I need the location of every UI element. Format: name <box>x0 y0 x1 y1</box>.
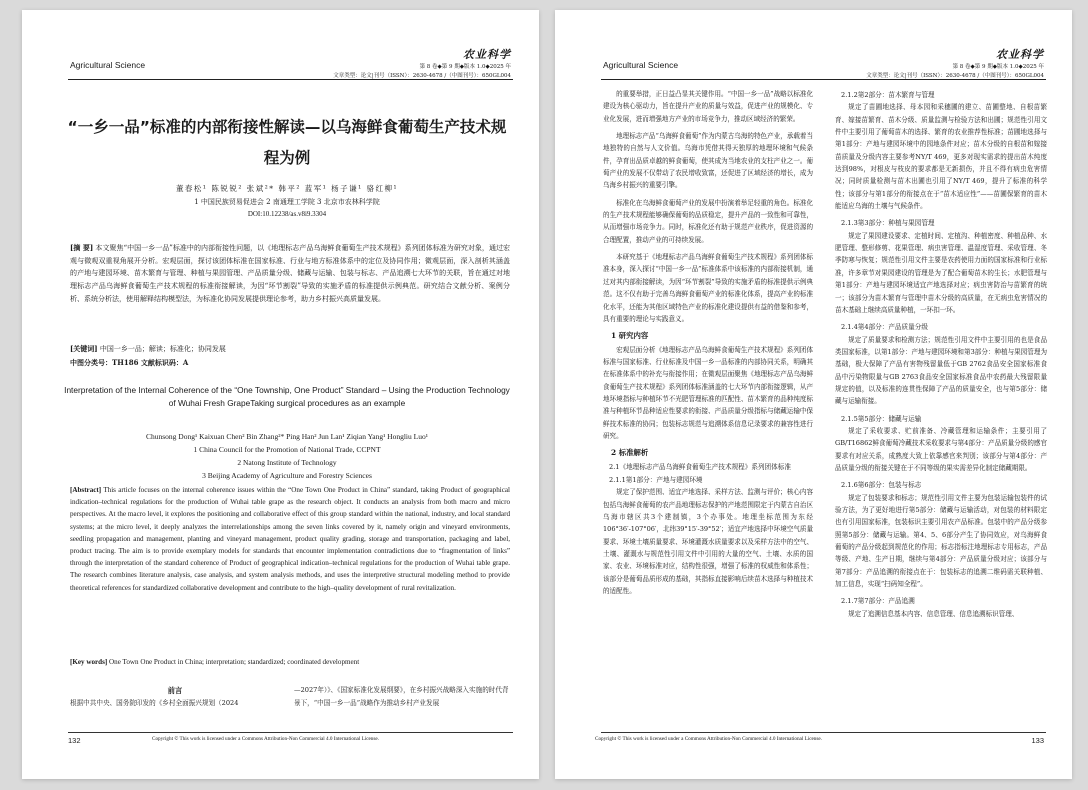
affiliations-cn: 1 中国民族贸易促进会 2 南通理工学院 3 北京市农林科学院 <box>194 198 380 206</box>
keywords-cn-text: 中国一乡一品；解读；标准化；协同发展 <box>99 345 226 353</box>
footer-copyright-left <box>152 736 379 742</box>
footer-copyright-text: Copyright © This work is licensed under a Commons Attribution-Non Commercial 4.0 International License. <box>152 736 380 742</box>
paragraph: 规定了苗圃地选择、母本园和采穗圃的建立、苗圃整地、自根苗繁育、嫁接苗繁育、苗木分级、质量监测与检验方法和出圃；规范性引用文件中主要引用了葡萄苗木的选择、繁育的农业推荐性标准；苗圃地选择与第1部分：产地与建园环境中的园地条件对应；苗木分级的自根苗和嫁接苗质量及分级内容主要参考NY/T 469，更多对现实需求的提出苗木纯度达到98%，对根皮与枝皮的要求都是无新损伤，并且不得有病虫危害情况；同时质量检测与苗木出圃也引用了NY/T 469，提升了标准的科学性；该部分与第1部分的衔接点在于“苗木适应性”——苗圃保繁育的苗木能适应乌海的土壤与气候条件。 <box>835 103 1047 211</box>
abstract-en-label: [Abstract] <box>70 486 102 494</box>
section-heading-2: 2 标准解析 <box>611 448 649 458</box>
paragraph: 的重要举措，正日益凸显其关键作用。“中国一乡一品”战略以标准化建设为核心驱动力，旨在提升产业的质量与效益，促进产业的规模化、专业化发展，进而增强地方产业的市场竞争力，推动区域经济的繁荣。 <box>603 90 813 123</box>
footer-copyright-right <box>595 736 822 742</box>
preface-left-text: 根据中共中央、国务院印发的《乡村全面振兴规划（2024 <box>70 699 239 707</box>
keywords-cn-label: [关键词] <box>70 344 98 353</box>
paragraph: 本研究基于《地理标志产品乌海鲜食葡萄生产技术规程》系列团体标准本身，深入探讨“中国一乡一品”标准体系中该标准的内部衔接机制，通过对其内部衔接解读，为因“环节割裂”导致的实施矛盾的标准提供示例典范。这不仅有助于完善乌海鲜食葡萄产业的标准化体系，提高产业的标准化水平，还能为其他区域特色产业的标准化建设提供有益的借鉴和参考，具有重要的理论与实践意义。 <box>603 253 813 323</box>
authors-cn: 董春松¹ 陈锐锐² 张斌²* 韩平² 蓝军¹ 杨子谦¹ 骆红柳¹ <box>175 184 399 193</box>
paragraph: 标准化在乌海鲜食葡萄产业的发展中扮演着举足轻重的角色。标准化的生产技术规程能够确保葡萄的品质稳定，提升产品的一致性和可靠性，从而增强市场竞争力。同时，标准化还有助于规范产业秩序，促进资源的合理配置，推动产业的可持续发展。 <box>603 198 813 244</box>
subsection-heading-2-1-3: 2.1.3第3部分：种植与果园管理 <box>841 219 935 228</box>
subsection-heading-2-1-7: 2.1.7第7部分：产品追溯 <box>841 597 915 606</box>
preface-right-column: —2027年）》、《国家标准化发展纲要》，在乡村振兴战略深入实施的时代背景下，“中国一乡一品”战略作为推动乡村产业发展 <box>294 686 509 707</box>
paragraph: 规定了包装要求和标志；规范性引用文件主要为包装运输包装件的试验方法，为了更好地进行第5部分：储藏与运输活动，对包装的材料限定也有引用国家标准，包装标识主要引用农产品标准。包装中的产品分级参照第5部分：储藏与运输。第4、5、6部分产生了协同效应，对乌海鲜食葡萄的产品分级起到规范化的作用；标志指标注地理标志专用标志，产品等级、产地、生产日期，继续与第4部分：产品质量分级对应；该部分与第7部分：产品追溯的衔接点在于：包装标志的追溯二维码需关联种植、加工信息，实现“扫码知全程”。 <box>835 493 1047 589</box>
affiliation-en-3: 3 Beijing Academy of Agriculture and Forestry Sciences <box>202 471 372 480</box>
paragraph: 规定了保护范围、适宜产地选择、采样方法、监测与评价；核心内容包括乌海鲜食葡萄的农产品地理标志保护的产地范围限定于内蒙古自治区乌海市辖区共3个建制镇，3个办事处。地理坐标范围为东经106°36′-107°06′，北纬39°15′-39°52′；适宜产地选择中环境空气质量要求、环境土壤质量要求、环境灌溉水质量要求以及采样方法中的空气、土壤、灌溉水与规范性引用文件中引用的大量的空气、土壤、水质的国家、农业、环境标准对应，结构性很强，增强了标准的权威性和体系性；该部分是葡萄品质形成的基础，其指标直接影响后续苗木选择与种植技术的适配性。 <box>603 488 813 596</box>
meta-line: 文章类型：论文|刊号（ISSN）：2630-4678 /（中图刊号）：650GL004 <box>333 73 511 79</box>
journal-en-name: Agricultural Science <box>70 60 146 70</box>
abstract-cn-label: [摘 要] <box>70 243 94 252</box>
volume-line: 第 8 卷◆第 9 期◆版本 1.0◆2025 年 <box>952 64 1044 70</box>
preface-left-column <box>70 684 280 710</box>
paragraph: 地理标志产品“乌海鲜食葡萄”作为内蒙古乌海的特色产业，承载着当地独特的自然与人文价值。乌海市凭借其得天独厚的地理环境和气候条件，孕育出品质卓越的鲜食葡萄，使其成为当地农业的支柱产业之一。葡萄产业的发展不仅带动了农民增收致富，还促进了区域经济的增长，成为乌海乡村振兴的重要引擎。 <box>603 132 813 190</box>
keywords-en-label: [Key words] <box>70 658 108 666</box>
subsection-heading-2-1-5: 2.1.5第5部分：储藏与运输 <box>841 414 922 423</box>
keywords-en <box>70 658 359 666</box>
authors-en: Chunsong Dong¹ Kaixuan Chen² Bin Zhang²* Ping Han² Jun Lan¹ Ziqian Yang¹ Hongliu Luo¹ <box>146 432 428 441</box>
abstract-en <box>70 484 510 594</box>
journal-name: 农业科学 <box>463 48 511 61</box>
subsection-heading-2-1-2: 2.1.2第2部分：苗木繁育与管理 <box>841 91 935 99</box>
footer-rule <box>601 732 1046 733</box>
subsection-heading-2-1-6: 2.1.6第6部分：包装与标志 <box>841 481 922 490</box>
footer-rule <box>68 732 513 733</box>
paragraph: 规定了果园建设要求、定植时间、定植沟、种植密度、种植品种、水肥管理、整形修剪、花果管理、病虫害管理、温湿度管理、采收管理、冬季防寒与恢复；规范性引用文件主要是农药使用力面的国家标准和行业标准，许多章节对果园建设的管理是为了配合葡萄苗木的生长；水肥管理与第1部分：产地与建园环境适宜产地选择对应；病虫害防治与苗繁育的统一；该部分为苗木繁育与管理中苗木分级的高质量，在无病虫危害情况的苗木基础上继续高质量种植，一环扣一环。 <box>835 231 1047 314</box>
subsection-heading-2-1-4: 2.1.4第4部分：产品质量分级 <box>841 323 928 332</box>
subsection-heading-2-1: 2.1《地理标志产品乌海鲜食葡萄生产技术规程》系列团体标准 <box>609 462 791 471</box>
journal-en-name: Agricultural Science <box>603 60 679 70</box>
subsection-heading-2-1-1: 2.1.1第1部分：产地与建园环境 <box>609 475 703 484</box>
header-rule <box>601 79 1046 80</box>
section-heading-1: 1 研究内容 <box>611 331 649 341</box>
page-number-left: 132 <box>68 736 81 745</box>
right-page <box>555 10 1072 779</box>
abstract-cn <box>70 242 510 306</box>
paper-title-en: Interpretation of the Internal Coherence of the “One Township, One Product” Standard – Using the Production Technology of Wuhai Fresh GrapeTaking surgical procedures as an example <box>64 385 510 408</box>
paragraph: 规定了采收要求、贮前准备、冷藏管理和运输条件；主要引用了GB/T16862鲜食葡萄冷藏技术采收要求与第4部分：产品质量分级的感官要求有对应关系，成熟度大致上依靠感官来判别；该部分与第4部分：产品质量分级的衔接关键在于不同等级的果实需差异化制定储藏期限。 <box>835 426 1047 472</box>
abstract-cn-text: 本文聚焦“中国一乡一品”标准中的内部衔接性问题，以《地理标志产品乌海鲜食葡萄生产技术规程》系列团体标准为研究对象，通过宏观与微观双重视角展开分析。宏观层面，探讨该团体标准在国家标准、行业与地方标准体系中的定位及协同作用；微观层面，深入剖析其涵盖的产地与建园环境、苗木繁育与管理、种植与果园管理、产品质量分级、储藏与运输、包装与标志、产品追溯七大环节的关联，旨在通过对地理标志产品乌海鲜食葡萄生产技术规程的标准衔接解读，为因“环节割裂”导致的实施矛盾的标准提供示例典范。研究结合文献分析、案例分析、系统分析法，使用解释结构模型法，为标准化协同发展提供理论参考，助力乡村振兴高质量发展。 <box>70 244 511 303</box>
paper-title-cn: “一乡一品”标准的内部衔接性解读—以乌海鲜食葡萄生产技术规程为例 <box>67 118 507 167</box>
footer-copyright-text: Copyright © This work is licensed under a Commons Attribution-Non Commercial 4.0 International License. <box>595 736 823 742</box>
classification-line: 中图分类号：TH186 文献标识码：A <box>70 358 189 367</box>
abstract-en-text: This article focuses on the internal coherence issues within the “One Town One Product in China” standard, taking Product of geographical indication–technical regulations for the production of Wuhai table grape as the research object. It conducts an analysis from both macro and micro perspectives. At the macro level, it explores the positioning and collaborative effect of this group standard within the national, industry, and local standard systems; at the micro level, it deeply analyzes the interrelationships among the seven links covered by it, namely origin and vineyard environments, seedling propagation and management, planting and vineyard management, product quality grading, storage and transportation, packaging and label, product tracing. The aim is to provide exemplary models for standards that encounter implementation contradictions due to “fragmentation of links” through the interpretation of the standard coherence of Product of geographical indication–technical regulations for the production of Wuhai table grape. The research combines literature analysis, case analysis, and system analysis methods, and uses the interpretive structural modeling method to provide theoretical references for standardized collaborative development and contribute to the high–quality development of rural revitalization. <box>70 486 510 592</box>
meta-line: 文章类型：论文|刊号（ISSN）：2630-4678 /（中图刊号）：650GL004 <box>866 73 1044 79</box>
header-rule <box>68 79 513 80</box>
body-column-right <box>835 88 1047 625</box>
volume-line: 第 8 卷◆第 9 期◆版本 1.0◆2025 年 <box>419 64 511 70</box>
paragraph: 规定了质量要求和检测方法；规范性引用文件中主要引用的也是食品类国家标准，以第1部分：产地与建园环境和第3部分：种植与果园管理为基础，极大保障了产品有害物残留量低于GB 2762食品安全国家标准食品中污染物限量与GB 2763食品安全国家标准食品中农药最大残留限量规定的值，以及标准的连贯性保障了产品的质量安全，也与第5部分：储藏与运输衔接。 <box>835 335 1047 406</box>
keywords-cn <box>70 344 226 354</box>
doi: DOI:10.12238/as.v8i9.3304 <box>247 210 327 218</box>
affiliation-en-2: 2 Natong Institute of Technology <box>237 458 337 467</box>
paragraph: 宏观层面分析《地理标志产品乌海鲜食葡萄生产技术规程》系列团体标准与国家标准、行业标准及中国一乡一品标准的内部协同关系，明确其在标准体系中的补充与衔接作用；在微观层面聚焦《地理标志产品乌海鲜食葡萄生产技术规程》系列团体标准涵盖的七大环节内部衔接逻辑，从产地环境指标与种植环节不光肥管理标准的匹配性、苗木繁育的品种纯度标准与种植环节品种适应性要求的衔接、产品质量分级指标与储藏运输中保鲜技术标准的协同；包装标志规范与追溯体系信息记录要求的兼容性进行研究。 <box>603 345 813 440</box>
page-number-right: 133 <box>1031 736 1044 745</box>
affiliation-en-1: 1 China Council for the Promotion of National Trade, CCPNT <box>193 445 381 454</box>
journal-name: 农业科学 <box>996 48 1044 61</box>
paragraph: 规定了追溯信息基本内容、信息管理、信息追溯标识管理、 <box>848 609 1019 618</box>
body-column-left <box>603 88 813 602</box>
preface-title: 前言 <box>167 686 183 695</box>
left-page <box>22 10 539 779</box>
keywords-en-text: One Town One Product in China; interpretation; standardized; coordinated development <box>109 658 360 666</box>
